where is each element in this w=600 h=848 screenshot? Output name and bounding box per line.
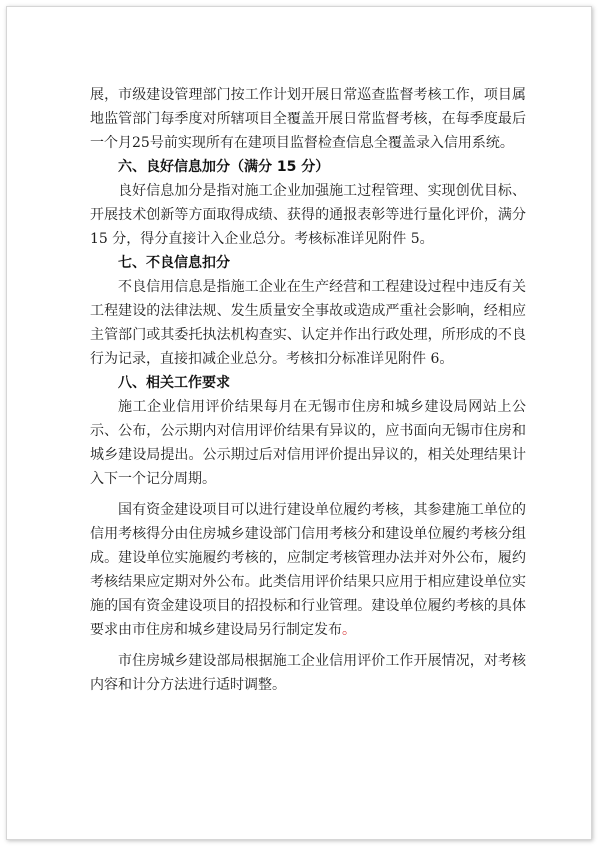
document-body <box>90 83 526 697</box>
section-8-heading: 八、相关工作要求 <box>118 375 230 391</box>
document-page <box>6 6 592 840</box>
paragraph-end-mark: 。 <box>342 622 356 638</box>
intro-paragraph: 展，市级建设管理部门按工作计划开展日常巡查监督考核工作，项目属地监管部门每季度对所辖项目全覆盖开展日常监督考核，在每季度最后一个月25号前实现所有在建项目监督检查信息全覆盖录入信用系统。 <box>90 87 526 151</box>
section-7-heading: 七、不良信息扣分 <box>118 255 230 271</box>
section-8-paragraph-3: 市住房城乡建设部局根据施工企业信用评价工作开展情况，对考核内容和计分方法进行适时调整。 <box>90 653 526 693</box>
section-8-paragraph-2 <box>90 498 526 642</box>
section-6-heading: 六、良好信息加分（满分 15 分） <box>118 159 330 175</box>
section-8-paragraph-1: 施工企业信用评价结果每月在无锡市住房和城乡建设局网站上公示、公布，公示期内对信用评价结果有异议的，应书面向无锡市住房和城乡建设局提出。公示期过后对信用评价提出异议的，相关处理结果计入下一个记分周期。 <box>90 399 526 487</box>
section-8-paragraph-2-text: 国有资金建设项目可以进行建设单位履约考核，其参建施工单位的信用考核得分由住房城乡建设部门信用考核分和建设单位履约考核分组成。建设单位实施履约考核的，应制定考核管理办法并对外公布，履约考核结果应定期对外公布。此类信用评价结果只应用于相应建设单位实施的国有资金建设项目的招投标和行业管理。建设单位履约考核的具体要求由市住房和城乡建设局另行制定发布 <box>90 502 526 638</box>
section-7-body: 不良信用信息是指施工企业在生产经营和工程建设过程中违反有关工程建设的法律法规、发生质量安全事故或造成严重社会影响，经相应主管部门或其委托执法机构查实、认定并作出行政处理，所形成的不良行为记录，直接扣减企业总分。考核扣分标准详见附件 6。 <box>90 279 526 367</box>
section-6-body: 良好信息加分是指对施工企业加强施工过程管理、实现创优目标、开展技术创新等方面取得成绩、获得的通报表彰等进行量化评价，满分 15 分，得分直接计入企业总分。考核标准详见附件 5。 <box>90 183 526 247</box>
